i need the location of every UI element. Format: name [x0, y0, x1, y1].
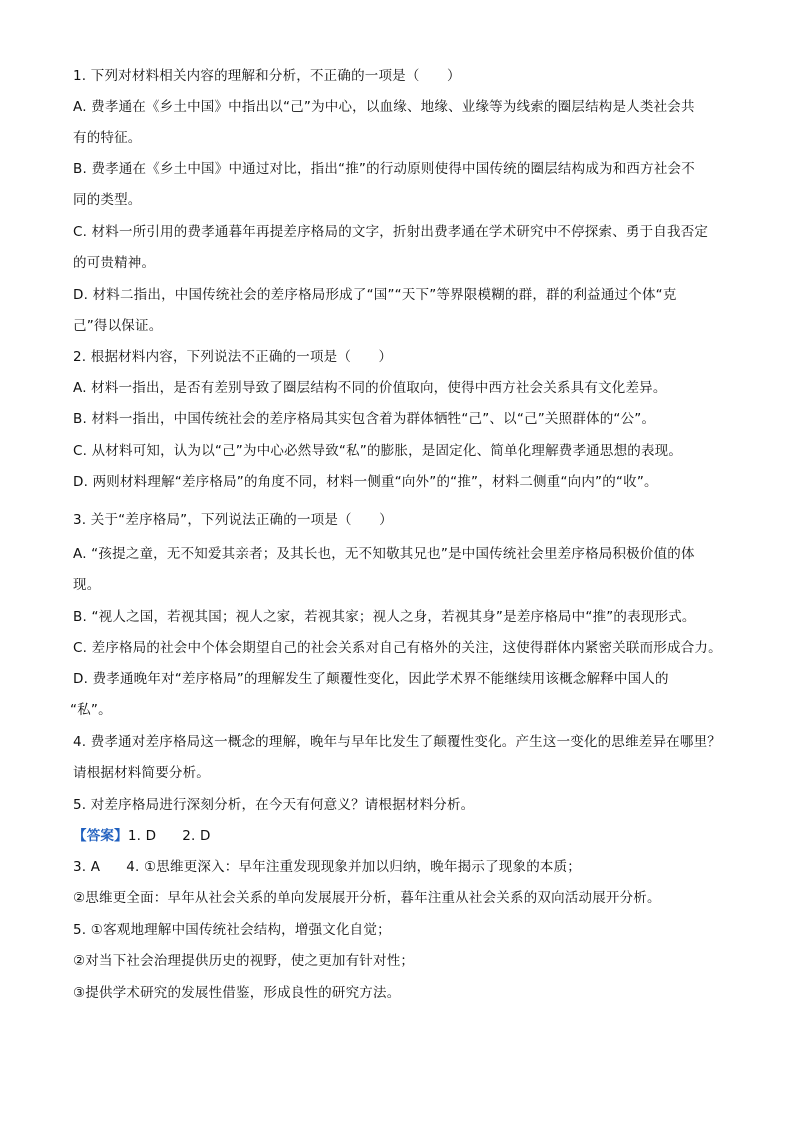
q2-option-c: C. 从材料可知，认为以“己”为中心必然导致“私”的膨胀，是固定化、简单化理解费孝通思想的表现。: [73, 443, 683, 459]
answer-3: 3. A: [73, 859, 101, 875]
answer-line-1: [73, 826, 211, 846]
q3-option-a-line1: A. “孩提之童，无不知爱其亲者；及其长也，无不知敬其兄也”是中国传统社会里差序格局积极价值的体: [73, 546, 695, 562]
q1-option-a-line1: A. 费孝通在《乡土中国》中指出以“己”为中心，以血缘、地缘、业缘等为线索的圈层结构是人类社会共: [73, 99, 695, 115]
q2-option-a: A. 材料一指出，是否有差别导致了圈层结构不同的价值取向，使得中西方社会关系具有文化差异。: [73, 380, 667, 396]
q3-option-c: C. 差序格局的社会中个体会期望自己的社会关系对自己有格外的关注，这使得群体内紧密关联而形成合力。: [73, 640, 722, 656]
answer-5-point-1: 5. ①客观地理解中国传统社会结构，增强文化自觉；: [73, 922, 391, 938]
answer-5-point-2: ②对当下社会治理提供历史的视野，使之更加有针对性；: [73, 953, 415, 969]
answer-2: 2. D: [182, 828, 211, 844]
q1-option-b-line1: B. 费孝通在《乡土中国》中通过对比，指出“推”的行动原则使得中国传统的圈层结构成为和西方社会不: [73, 161, 695, 177]
answer-4-point-2: ②思维更全面：早年从社会关系的单向发展展开分析，暮年注重从社会关系的双向活动展开分析。: [73, 890, 661, 906]
q2-option-b: B. 材料一指出，中国传统社会的差序格局其实包含着为群体牺牲“己”、以“己”关照群体的“公”。: [73, 411, 656, 427]
answer-1: 1. D: [127, 828, 157, 844]
q1-option-d-line1: D. 材料二指出，中国传统社会的差序格局形成了“国”“天下”等界限模糊的群，群的利益通过个体“克: [73, 287, 677, 303]
q4-line2: 请根据材料简要分析。: [73, 765, 210, 781]
answer-line-2: [73, 857, 581, 877]
answer-label: 【答案】: [73, 828, 128, 844]
q4-line1: 4. 费孝通对差序格局这一概念的理解，晚年与早年比发生了颠覆性变化。产生这一变化的思维差异在哪里？: [73, 734, 721, 750]
q1-option-c-line1: C. 材料一所引用的费孝通暮年再提差序格局的文字，折射出费孝通在学术研究中不停探索、勇于自我否定: [73, 224, 709, 240]
q3-option-d-line2: “私”。: [70, 702, 112, 718]
q3-stem: 3. 关于“差序格局”，下列说法正确的一项是（ ）: [73, 512, 393, 528]
q2-option-d: D. 两则材料理解“差序格局”的角度不同，材料一侧重“向外”的“推”，材料二侧重“向内”的“收”。: [73, 474, 658, 490]
q1-option-c-line2: 的可贵精神。: [73, 255, 156, 271]
q1-option-d-line2: 己”得以保证。: [73, 318, 163, 334]
q2-stem: 2. 根据材料内容，下列说法不正确的一项是（ ）: [73, 349, 393, 365]
q1-option-b-line2: 同的类型。: [73, 192, 142, 208]
q1-stem: 1. 下列对材料相关内容的理解和分析，不正确的一项是（ ）: [73, 68, 461, 84]
q3-option-d-line1: D. 费孝通晚年对“差序格局”的理解发生了颠覆性变化，因此学术界不能继续用该概念解释中国人的: [73, 671, 669, 687]
answer-4: 4. ①思维更深入：早年注重发现现象并加以归纳，晚年揭示了现象的本质；: [126, 859, 581, 875]
q3-option-b: B. “视人之国，若视其国；视人之家，若视其家；视人之身，若视其身”是差序格局中“推”的表现形式。: [73, 609, 696, 625]
q1-option-a-line2: 有的特征。: [73, 130, 142, 146]
q3-option-a-line2: 现。: [73, 577, 101, 593]
q5-stem: 5. 对差序格局进行深刻分析，在今天有何意义？请根据材料分析。: [73, 797, 475, 813]
answer-5-point-3: ③提供学术研究的发展性借鉴，形成良性的研究方法。: [73, 985, 401, 1001]
